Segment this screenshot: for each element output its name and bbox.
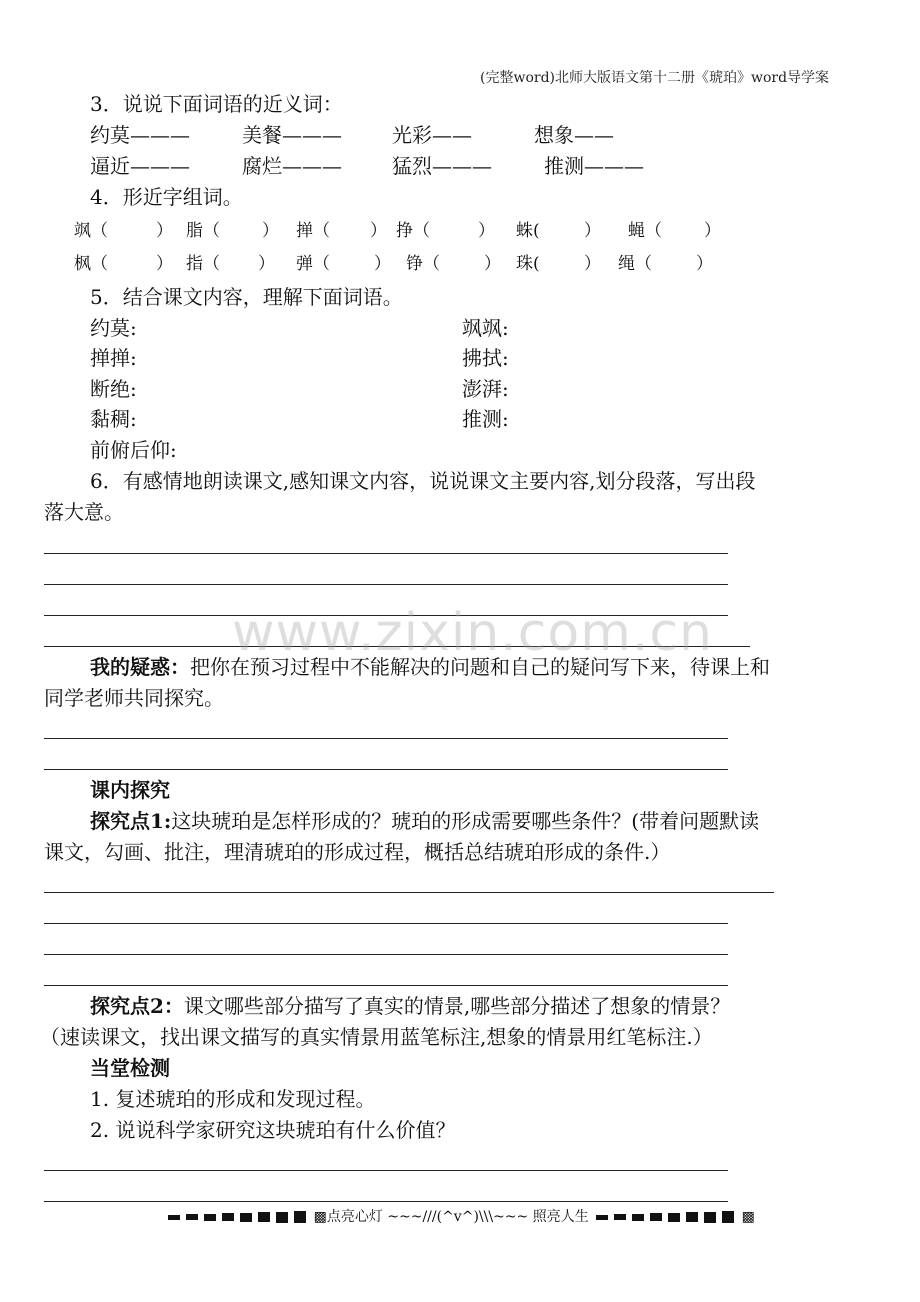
check-item: 2. 说说科学家研究这块琥珀有什么价值？ bbox=[90, 1118, 456, 1142]
answer-line[interactable] bbox=[44, 769, 728, 770]
explore-point1-line2: 课文，勾画、批注，理清琥珀的形成过程，概括总结琥珀形成的条件.） bbox=[44, 840, 671, 864]
q5-term: 澎湃: bbox=[462, 377, 509, 401]
explore-point2-text: 课文哪些部分描写了真实的情景,哪些部分描述了想象的情景？ bbox=[183, 994, 731, 1018]
answer-line[interactable] bbox=[44, 1201, 728, 1202]
q3-word: 光彩—— bbox=[392, 123, 472, 147]
q4-char: 指（ bbox=[186, 254, 220, 274]
q5-term: 推测: bbox=[462, 407, 509, 431]
watermark: www.zixin.com.cn bbox=[232, 603, 713, 663]
q4-char: 绳（ bbox=[618, 254, 652, 274]
doubt-text: 把你在预习过程中不能解决的问题和自己的疑问写下来，待课上和 bbox=[190, 655, 770, 679]
footer-text: ▩点亮心灯 ~~~///(^v^)\\\~~~ 照亮人生 bbox=[313, 1209, 589, 1225]
explore-point2 bbox=[90, 994, 730, 1018]
q3-word: 想象—— bbox=[534, 123, 614, 147]
answer-line[interactable] bbox=[44, 954, 728, 955]
q3-word: 推测——— bbox=[544, 154, 644, 178]
q4-char: 珠( bbox=[516, 254, 540, 274]
footer-end-mark: ▩ bbox=[741, 1209, 755, 1225]
footer-bars-left bbox=[165, 1209, 313, 1225]
explore-point1-label: 探究点1: bbox=[90, 809, 172, 833]
q4-paren: ） bbox=[704, 221, 721, 241]
doubt-paragraph bbox=[90, 655, 770, 679]
q4-paren: ） bbox=[374, 254, 391, 274]
explore-point2-line2: （速读课文，找出课文描写的真实情景用蓝笔标注,想象的情景用红笔标注.） bbox=[40, 1025, 713, 1049]
q4-paren: ） bbox=[584, 221, 601, 241]
answer-line[interactable] bbox=[44, 985, 728, 986]
q3-word: 猛烈——— bbox=[392, 154, 492, 178]
q4-char: 脂（ bbox=[186, 221, 220, 241]
q4-paren: ） bbox=[262, 221, 279, 241]
q4-title: 4．形近字组词。 bbox=[90, 185, 243, 209]
q5-term: 约莫: bbox=[90, 316, 137, 340]
q5-term: 掸掸: bbox=[90, 346, 137, 370]
q3-word: 约莫——— bbox=[90, 123, 190, 147]
explore-point1 bbox=[90, 809, 759, 833]
q3-word: 美餐——— bbox=[242, 123, 342, 147]
q4-paren: ） bbox=[258, 254, 275, 274]
q6-text-line: 落大意。 bbox=[44, 500, 124, 524]
q5-term: 黏稠: bbox=[90, 407, 137, 431]
q4-char: 枫（ bbox=[74, 254, 108, 274]
answer-line[interactable] bbox=[44, 738, 728, 739]
q4-paren: ） bbox=[478, 221, 495, 241]
q6-text-line: 6．有感情地朗读课文,感知课文内容，说说课文主要内容,划分段落，写出段 bbox=[90, 469, 756, 493]
section-heading-explore: 课内探究 bbox=[90, 778, 170, 802]
check-item: 1. 复述琥珀的形成和发现过程。 bbox=[90, 1087, 376, 1111]
q4-paren: ） bbox=[370, 221, 387, 241]
doubt-text-line2: 同学老师共同探究。 bbox=[44, 686, 224, 710]
q4-char: 蛛( bbox=[516, 221, 540, 241]
q5-term: 断绝: bbox=[90, 377, 137, 401]
q4-char: 掸（ bbox=[296, 221, 330, 241]
q3-title: 3．说说下面词语的近义词： bbox=[90, 92, 343, 116]
answer-line[interactable] bbox=[44, 553, 728, 554]
q3-word: 腐烂——— bbox=[242, 154, 342, 178]
q4-paren: ） bbox=[156, 221, 173, 241]
section-heading-check: 当堂检测 bbox=[90, 1056, 170, 1080]
q3-word: 逼近——— bbox=[90, 154, 190, 178]
q4-char: 铮（ bbox=[406, 254, 440, 274]
q5-title: 5．结合课文内容，理解下面词语。 bbox=[90, 285, 403, 309]
q5-term: 拂拭: bbox=[462, 346, 509, 370]
footer-bars-right bbox=[593, 1209, 741, 1225]
q4-paren: ） bbox=[696, 254, 713, 274]
explore-point2-label: 探究点2： bbox=[90, 994, 184, 1018]
answer-line[interactable] bbox=[44, 923, 728, 924]
answer-line[interactable] bbox=[44, 892, 774, 893]
q4-char: 蝇（ bbox=[628, 221, 662, 241]
page-header: (完整word)北师大版语文第十二册《琥珀》word导学案 bbox=[480, 70, 830, 86]
q4-char: 挣（ bbox=[396, 221, 430, 241]
explore-point1-text: 这块琥珀是怎样形成的？琥珀的形成需要哪些条件？(带着问题默读 bbox=[171, 809, 760, 833]
answer-line[interactable] bbox=[44, 1170, 728, 1171]
q4-paren: ） bbox=[484, 254, 501, 274]
q4-char: 弹（ bbox=[296, 254, 330, 274]
answer-line[interactable] bbox=[44, 584, 728, 585]
q5-term: 飒飒: bbox=[462, 316, 509, 340]
page-footer bbox=[0, 1208, 920, 1226]
q5-term: 前俯后仰: bbox=[90, 438, 177, 462]
q4-paren: ） bbox=[156, 254, 173, 274]
doubt-label: 我的疑惑： bbox=[90, 655, 190, 679]
q4-char: 飒（ bbox=[74, 221, 108, 241]
q4-paren: ） bbox=[584, 254, 601, 274]
